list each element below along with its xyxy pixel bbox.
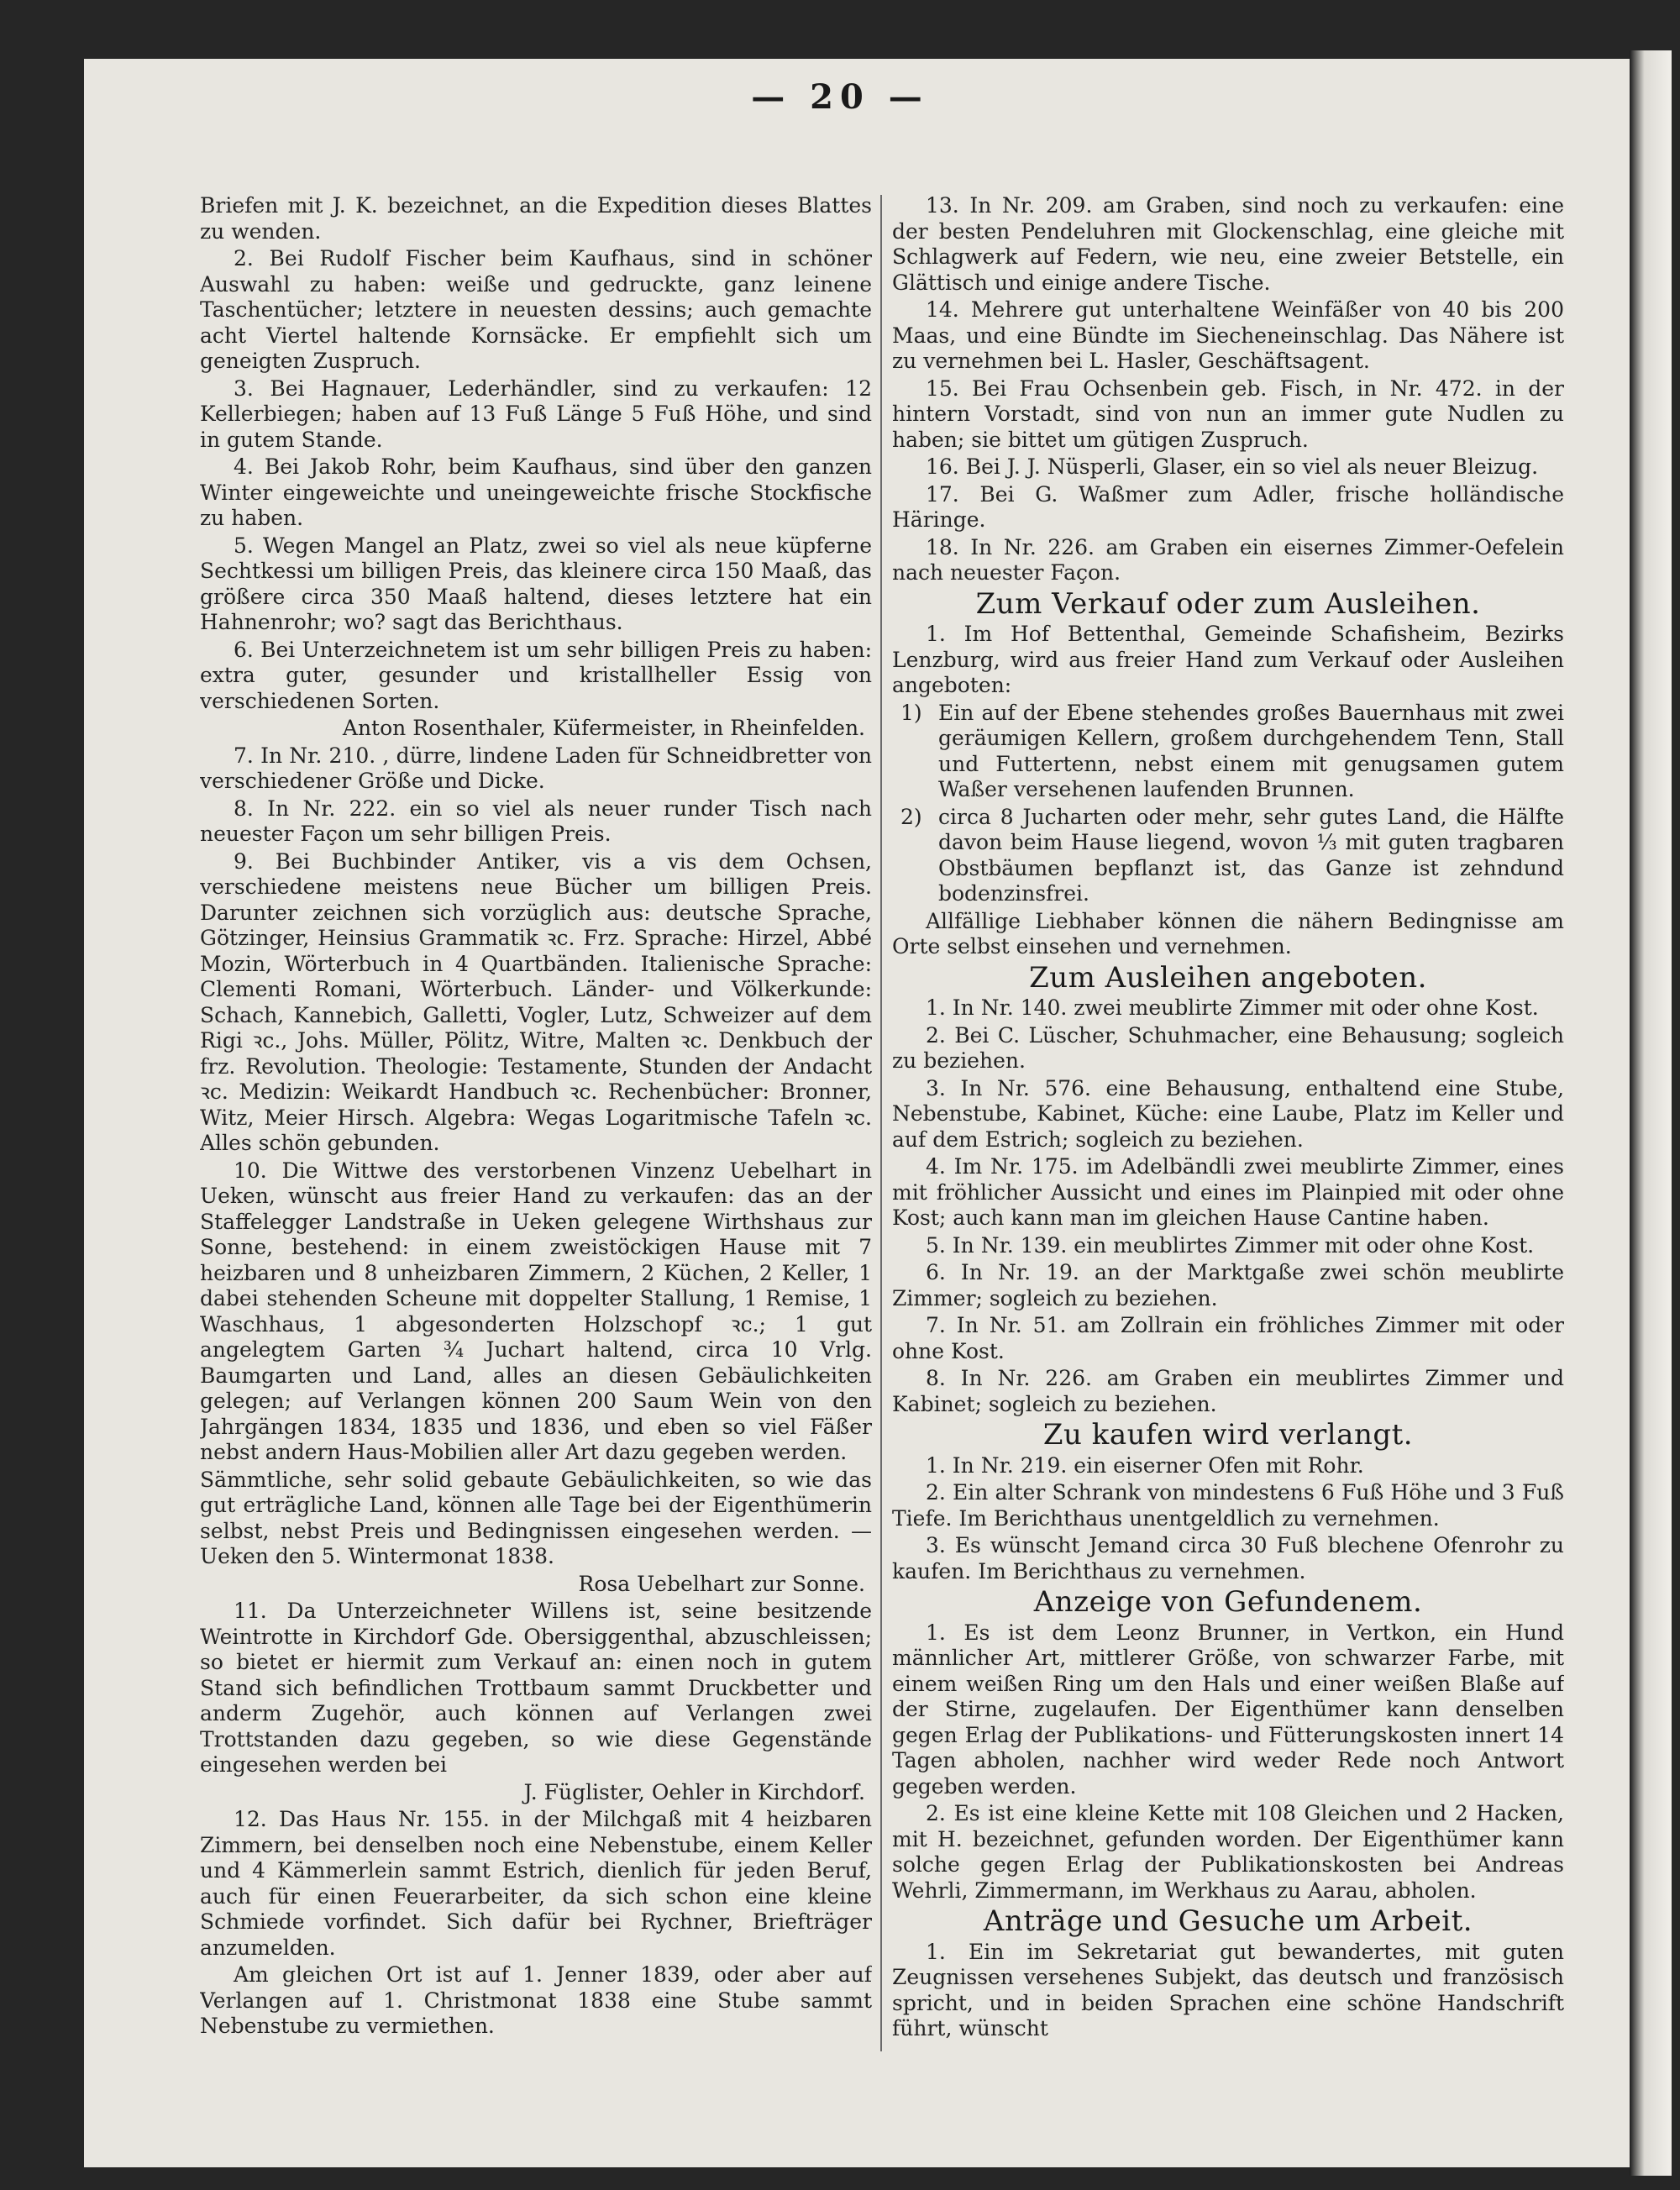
advertisement-paragraph: 11. Da Unterzeichneter Willens ist, seine besitzende Weintrotte in Kirchdorf Gde. Obersiggenthal, abzuschleissen; so bietet er hiermit zum Verkauf an: einen noch in gutem Stand sich befindlichen Trottbaum sammt Druckbetter und anderm Zugehör, auch können auf Verlangen zwei Trottstanden dazu gegeben, so wie diese Gegenstände eingesehen werden bei — [200, 1599, 872, 1777]
advertisement-paragraph: 7. In Nr. 210. , dürre, lindene Laden für Schneidbretter von verschiedener Größe und Dicke. — [200, 743, 872, 793]
advertisement-paragraph: 4. Im Nr. 175. im Adelbändli zwei meublirte Zimmer, eines mit fröhlicher Aussicht und eines im Plainpied mit oder ohne Kost; auch kann man im gleichen Hause Cantine haben. — [892, 1154, 1564, 1230]
section-heading: Anzeige von Gefundenem. — [1033, 1585, 1423, 1619]
advertisement-paragraph: 2. Es ist eine kleine Kette mit 108 Gleichen und 2 Hacken, mit H. bezeichnet, gefunden worden. Der Eigenthümer kann solche gegen Erlag der Publikationskosten bei Andreas Wehrli, Zimmermann, im Werkhaus zu Aarau, abholen. — [892, 1801, 1564, 1903]
section-heading: Zum Verkauf oder zum Ausleihen. — [975, 586, 1481, 621]
advertisement-paragraph: 14. Mehrere gut unterhaltene Weinfäßer von 40 bis 200 Maas, und eine Bündte im Siecheneinschlag. Das Nähere ist zu vernehmen bei L. Hasler, Geschäftsagent. — [892, 297, 1564, 373]
advertisement-paragraph: 8. In Nr. 226. am Graben ein meublirtes Zimmer und Kabinet; sogleich zu beziehen. — [892, 1366, 1564, 1416]
paragraph: Sämmtliche, sehr solid gebaute Gebäulichkeiten, so wie das gut erträgliche Land, können alle Tage bei der Eigenthümerin selbst, nebst Preis und Bedingnissen eingesehen werden. — Ueken den 5. Wintermonat 1838. — [200, 1467, 872, 1568]
advertisement-paragraph: 5. Wegen Mangel an Platz, zwei so viel als neue küpferne Sechtkessi um billigen Preis, das kleinere circa 150 Maaß, das größere circa 350 Maaß haltend, dieses letztere hat ein Hahnenrohr; wo? sagt das Berichthaus. — [200, 533, 872, 634]
paragraph: Briefen mit J. K. bezeichnet, an die Expedition dieses Blattes zu wenden. — [200, 193, 872, 244]
advertisement-paragraph: 3. Es wünscht Jemand circa 30 Fuß blechene Ofenrohr zu kaufen. Im Berichthaus zu vernehmen. — [892, 1533, 1564, 1583]
advertisement-paragraph: 2. Bei C. Lüscher, Schuhmacher, eine Behausung; sogleich zu beziehen. — [892, 1022, 1564, 1073]
advertisement-paragraph: 9. Bei Buchbinder Antiker, vis a vis dem Ochsen, verschiedene meistens neue Bücher um billigen Preis. Darunter zeichnen sich vorzüglich aus: deutsche Sprache, Götzinger, Heinsius Grammatik ꝛc. Frz. Sprache: Hirzel, Abbé Mozin, Wörterbuch in 4 Quartbänden. Italienische Sprache: Clementi Romani, Wörterbuch. Länder- und Völkerkunde: Schach, Kannebich, Galletti, Vogler, Lutz, Schweizer auf dem Rigi ꝛc., Johs. Müller, Pölitz, Witre, Malten ꝛc. Denkbuch der frz. Revolution. Theologie: Testamente, Stunden der Andacht ꝛc. Medizin: Weikardt Handbuch ꝛc. Rechenbücher: Bronner, Witz, Meier Hirsch. Algebra: Wegas Logaritmische Tafeln ꝛc. Alles schön gebunden. — [200, 848, 872, 1155]
advertisement-paragraph: 6. In Nr. 19. an der Marktgaße zwei schön meublirte Zimmer; sogleich zu beziehen. — [892, 1260, 1564, 1310]
advertisement-paragraph: 15. Bei Frau Ochsenbein geb. Fisch, in Nr. 472. in der hintern Vorstadt, sind von nun an immer gute Nudlen zu haben; sie bittet um gütigen Zuspruch. — [892, 376, 1564, 452]
list-item — [892, 805, 1564, 907]
list-item-label: 1) — [900, 700, 922, 725]
advertisement-paragraph: 10. Die Wittwe des verstorbenen Vinzenz Uebelhart in Ueken, wünscht aus freier Hand zu verkaufen: das an der Staffelegger Landstraße in Ueken gelegene Wirthshaus zur Sonne, bestehend: in einem zweistöckigen Hause mit 7 heizbaren und 8 unheizbaren Zimmern, 2 Küchen, 2 Keller, 1 dabei stehenden Scheune mit doppelter Stallung, 1 Remise, 1 Waschhaus, 1 abgesonderten Holzschopf ꝛc.; 1 gut angelegtem Garten ¾ Juchart haltend, circa 10 Vrlg. Baumgarten und Land, alles an diesen Gebäulichkeiten gelegen; auf Verlangen können 200 Saum Wein von den Jahrgängen 1834, 1835 und 1836, und eben so viel Fäßer nebst andern Haus-Mobilien aller Art dazu gegeben werden. — [200, 1158, 872, 1464]
advertisement-paragraph: 13. In Nr. 209. am Graben, sind noch zu verkaufen: eine der besten Pendeluhren mit Glockenschlag, eine gleiche mit Schlagwerk auf Federn, wie neu, eine zweier Betstelle, ein Glättisch und einige andere Tische. — [892, 193, 1564, 295]
advertisement-paragraph: Allfällige Liebhaber können die nähern Bedingnisse am Orte selbst einsehen und vernehmen. — [892, 908, 1564, 958]
advertisement-paragraph: 1. In Nr. 140. zwei meublirte Zimmer mit oder ohne Kost. — [926, 995, 1539, 1020]
signature-line: Anton Rosenthaler, Küfermeister, in Rheinfelden. — [342, 716, 865, 740]
advertisement-paragraph: 18. In Nr. 226. am Graben ein eisernes Zimmer-Oefelein nach neuester Façon. — [892, 534, 1564, 585]
section-heading: Zum Ausleihen angeboten. — [1029, 960, 1427, 995]
advertisement-paragraph: 2. Bei Rudolf Fischer beim Kaufhaus, sind in schöner Auswahl zu haben: weiße und gedruckte, ganz leinene Taschentücher; letztere in neuesten dessins; auch gemachte acht Viertel haltende Kornsäcke. Er empfiehlt sich um geneigten Zuspruch. — [200, 246, 872, 373]
page-number: — 20 — — [751, 77, 929, 117]
advertisement-paragraph: 1. Im Hof Bettenthal, Gemeinde Schafisheim, Bezirks Lenzburg, wird aus freier Hand zum Verkauf oder Ausleihen angeboten: — [892, 622, 1564, 697]
advertisement-paragraph: 3. In Nr. 576. eine Behausung, enthaltend eine Stube, Nebenstube, Kabinet, Küche: eine Laube, Platz im Keller und auf dem Estrich; sogleich zu beziehen. — [892, 1075, 1564, 1152]
advertisement-paragraph: 1. In Nr. 219. ein eiserner Ofen mit Rohr. — [926, 1452, 1364, 1478]
advertisement-paragraph: 1. Ein im Sekretariat gut bewandertes, mit guten Zeugnissen versehenes Subjekt, das deutsch und französisch spricht, und in beiden Sprachen eine schöne Handschrift führt, wünscht — [892, 1939, 1564, 2040]
advertisement-paragraph: 5. In Nr. 139. ein meublirtes Zimmer mit oder ohne Kost. — [926, 1232, 1535, 1258]
advertisement-paragraph: 6. Bei Unterzeichnetem ist um sehr billigen Preis zu haben: extra guter, gesunder und kristallheller Essig von verschiedenen Sorten. — [200, 637, 872, 713]
advertisement-paragraph: 4. Bei Jakob Rohr, beim Kaufhaus, sind über den ganzen Winter eingeweichte und uneingeweichte frische Stockfische zu haben. — [200, 454, 872, 530]
list-item-text: Ein auf der Ebene stehendes großes Bauernhaus mit zwei geräumigen Kellern, großem durchgehendem Tenn, Stall und Futtertenn, nebst einem mit genugsamen gutem Waßer versehenen laufenden Brunnen. — [938, 700, 1564, 801]
list-item-text: circa 8 Jucharten oder mehr, sehr gutes Land, die Hälfte davon beim Hause liegend, wovon ⅓ mit guten tragbaren Obstbäumen bepflanzt ist, das Ganze ist zehndund bodenzinsfrei. — [938, 804, 1564, 906]
advertisement-paragraph: 8. In Nr. 222. ein so viel als neuer runder Tisch nach neuester Façon um sehr billigen Preis. — [200, 796, 872, 846]
advertisement-paragraph: 1. Es ist dem Leonz Brunner, in Vertkon, ein Hund männlicher Art, mittlerer Größe, von schwarzer Farbe, mit einem weißen Ring um den Hals und einer weißen Blaße auf der Stirne, zugelaufen. Der Eigenthümer kann denselben gegen Erlag der Publikations- und Fütterungskosten innert 14 Tagen abholen, nachher wird weder Rede noch Antwort gegeben werden. — [892, 1620, 1564, 1799]
advertisement-paragraph: 2. Ein alter Schrank von mindestens 6 Fuß Höhe und 3 Fuß Tiefe. Im Berichthaus unentgeldlich zu vernehmen. — [892, 1480, 1564, 1531]
advertisement-paragraph: 17. Bei G. Waßmer zum Adler, frische holländische Häringe. — [892, 481, 1564, 532]
section-heading: Zu kaufen wird verlangt. — [1042, 1418, 1414, 1452]
advertisement-paragraph: 12. Das Haus Nr. 155. in der Milchgaß mit 4 heizbaren Zimmern, bei denselben noch eine Nebenstube, einem Keller und 4 Kämmerlein sammt Estrich, dienlich für jeden Beruf, auch für einen Feuerarbeiter, da sich schon eine kleine Schmiede vorfindet. Sich dafür bei Rychner, Briefträger anzumelden. — [200, 1807, 872, 1960]
signature-line: J. Füglister, Oehler in Kirchdorf. — [523, 1779, 865, 1804]
right-column — [892, 193, 1564, 2075]
signature-line: Rosa Uebelhart zur Sonne. — [578, 1571, 865, 1596]
section-heading: Anträge und Gesuche um Arbeit. — [983, 1904, 1473, 1938]
left-column — [200, 193, 872, 2075]
advertisement-paragraph: 3. Bei Hagnauer, Lederhändler, sind zu verkaufen: 12 Kellerbiegen; haben auf 13 Fuß Länge 5 Fuß Höhe, und sind in gutem Stande. — [200, 376, 872, 452]
list-item-label: 2) — [900, 804, 922, 829]
advertisement-paragraph: 7. In Nr. 51. am Zollrain ein fröhliches Zimmer mit oder ohne Kost. — [892, 1313, 1564, 1363]
column-divider — [880, 195, 882, 2051]
advertisement-paragraph: 16. Bei J. J. Nüsperli, Glaser, ein so viel als neuer Bleizug. — [926, 454, 1539, 479]
advertisement-paragraph: Am gleichen Ort ist auf 1. Jenner 1839, oder aber auf Verlangen auf 1. Christmonat 1838 eine Stube sammt Nebenstube zu vermiethen. — [200, 1962, 872, 2038]
next-page-edge — [1630, 50, 1672, 2176]
list-item — [892, 701, 1564, 803]
